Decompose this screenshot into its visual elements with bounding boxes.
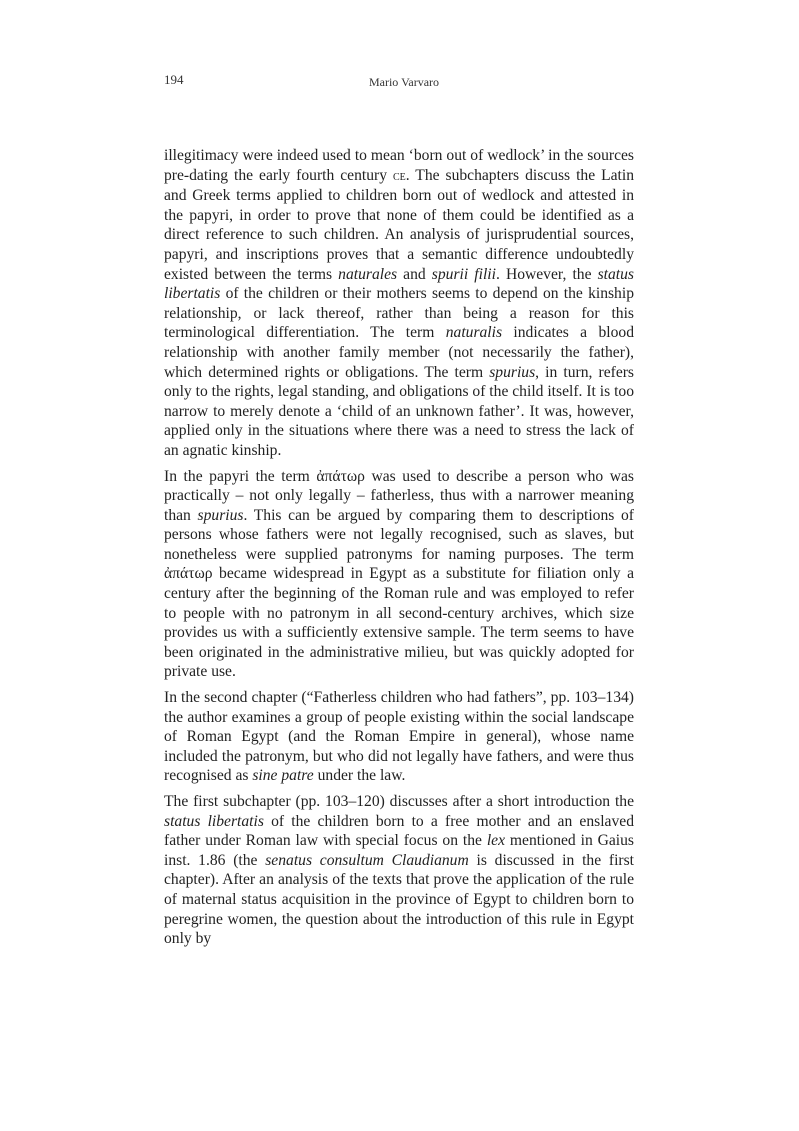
- italic-term: lex: [486, 832, 506, 850]
- small-caps-text: ce: [392, 167, 406, 184]
- text-run: of the children born to a free mother and an enslaved father under Roman law with special focus on the: [164, 812, 634, 850]
- body-text: [164, 146, 634, 955]
- text-run: The first subchapter (pp. 103–120) discusses after a short introduction the: [164, 793, 634, 810]
- text-run: under the law.: [313, 767, 406, 785]
- italic-term: spurii filii: [431, 265, 496, 283]
- italic-term: naturales: [338, 265, 398, 283]
- text-run: . However, the: [495, 265, 598, 283]
- italic-term: senatus consultum Claudianum: [265, 851, 469, 869]
- text-run: of the children or their mothers seems to depend on the kinship relationship, or lack thereof, rather than being a reason for this terminological differentiation. The term: [164, 285, 634, 342]
- text-run: . This can be argued by comparing them to descriptions of persons whose fathers were not legally recognised, such as slaves, but nonetheless were supplied patronyms for naming purposes. The term ἀπάτωρ became widespread in Egypt as a substitute for filiation only a century after the beginning of the Roman rule and was employed to refer to people with no patronym in all second-century archives, which size provides us with a sufficiently extensive sample. The term seems to have been originated in the administrative milieu, but was quickly adopted for private use.: [164, 506, 634, 681]
- page-number: 194: [164, 72, 184, 87]
- italic-term: sine patre: [252, 767, 314, 785]
- text-run: In the papyri the term ἀπάτωρ was used to describe a person who was practically – not only legally – fatherless, thus with a narrower meaning than: [164, 467, 634, 524]
- paragraph: [164, 792, 634, 949]
- paragraph: [164, 467, 634, 683]
- text-run: and: [397, 265, 432, 283]
- text-run: is discussed in the first chapter). After an analysis of the texts that prove the application of the rule of maternal status acquisition in the province of Egypt to children born to peregrine women, the question about the introduction of this rule in Egypt only by: [164, 851, 634, 948]
- paragraph: [164, 688, 634, 786]
- running-head-author: Mario Varvaro: [368, 75, 440, 89]
- italic-term: spurius: [489, 363, 536, 381]
- italic-term: status libertatis: [164, 812, 264, 830]
- italic-term: naturalis: [445, 324, 503, 342]
- paragraph: [164, 146, 634, 461]
- italic-term: spurius: [197, 506, 244, 524]
- running-head: [164, 72, 634, 92]
- text-run: indicates a blood relationship with another family member (not necessarily the father), which determined rights or obligations. The term: [164, 324, 634, 381]
- text-run: , in turn, refers only to the rights, legal standing, and obligations of the child itself. It is too narrow to merely denote a ‘child of an unknown father’. It was, however, applied only in the situations where there was a need to stress the lack of an agnatic kinship.: [164, 363, 634, 459]
- text-run: In the second chapter (“Fatherless children who had fathers”, pp. 103–134) the author examines a group of people existing within the social landscape of Roman Egypt (and the Roman Empire in general), whose name included the patronym, but who did not legally have fathers, and were thus recognised as: [164, 689, 634, 785]
- text-run: mentioned in Gaius inst. 1.86 (the: [164, 832, 635, 869]
- italic-term: status libertatis: [164, 265, 634, 303]
- text-run: . The subchapters discuss the Latin and Greek terms applied to children born out of wedlock and attested in the papyri, in order to prove that none of them could be identified as a direct reference to such children. An analysis of jurisprudential sources, papyri, and inscriptions proves that a semantic difference undoubtedly existed between the terms: [164, 166, 635, 283]
- text-run: illegitimacy were indeed used to mean ‘born out of wedlock’ in the sources pre-dating the early fourth century: [164, 147, 634, 184]
